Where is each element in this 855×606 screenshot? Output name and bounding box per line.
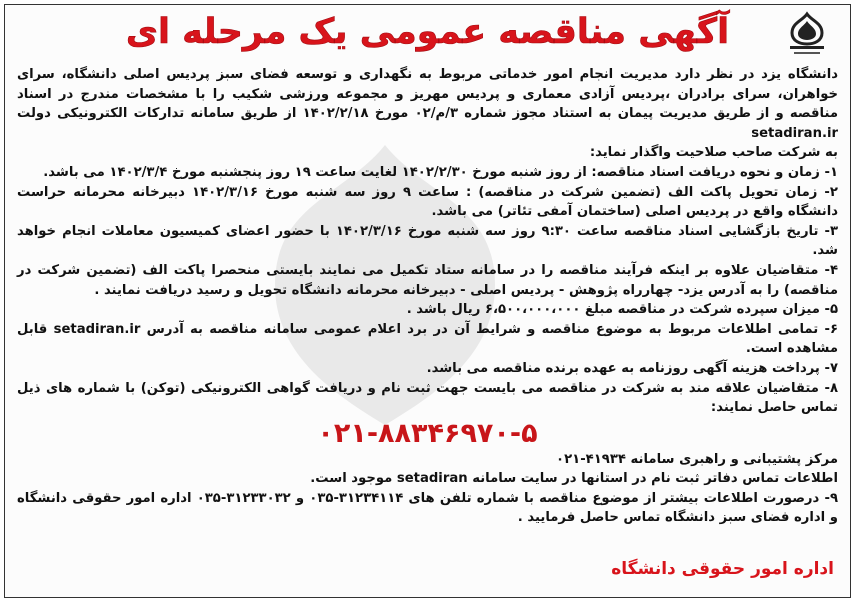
item-3: ۳- تاریخ بازگشایی اسناد مناقصه ساعت ۹:۳۰ روز سه شنبه مورخ ۱۴۰۲/۳/۱۶ با حضور اعضای کمیسیون معاملات انجام خواهد شد.	[17, 223, 838, 259]
tender-notice	[4, 4, 851, 598]
university-logo	[778, 11, 836, 63]
offices-info	[17, 469, 838, 489]
support-center: مرکز پشتیبانی و راهبری سامانه ۴۱۹۳۴-۰۲۱	[556, 451, 838, 467]
notice-title: آگهی مناقصه عمومی یک مرحله ای	[125, 12, 730, 52]
item-5: ۵- میزان سپرده شرکت در مناقصه مبلغ ۶،۵۰۰،۰۰۰،۰۰۰ ریال باشد .	[406, 302, 838, 318]
issuer-signature: اداره امور حقوقی دانشگاه	[611, 559, 834, 579]
item-2: ۲- زمان تحویل پاکت الف (تضمین شرکت در مناقصه) : ساعت ۹ روز سه شنبه مورخ ۱۴۰۲/۳/۱۶ دبیرخانه محرمانه حراست دانشگاه واقع در پردیس اصلی (ساختمان آمفی تئاتر) می باشد.	[17, 184, 838, 220]
item-6	[17, 320, 838, 359]
notice-body	[17, 65, 838, 528]
intro-text: دانشگاه یزد در نظر دارد مدیریت انجام امور خدماتی مربوط به نگهداری و توسعه فضای سبز پردیس اصلی دانشگاه، سرای خواهران، سرای برادران ،پردیس آزادی معماری و پردیس مهریز و مجموعه ورزشی شکیب را با مشخصات مندرج در اسناد مناقصه و از طریق مدیریت پیمان به استناد مجوز شماره ۳/م/۰۲ مورخ ۱۴۰۲/۲/۱۸ از طریق سامانه تدارکات الکترونیکی دولت	[17, 67, 839, 122]
item-8: ۸- متقاضیان علاقه مند به شرکت در مناقصه می بایست جهت ثبت نام و دریافت گواهی الکترونیکی (توکن) با شماره های ذیل تماس حاصل نمایند:	[17, 380, 838, 416]
offices-tail: موجود است.	[310, 471, 393, 487]
offices-site-link[interactable]: setadiran	[396, 471, 468, 487]
item-1: ۱- زمان و نحوه دریافت اسناد مناقصه: از روز شنبه مورخ ۱۴۰۲/۲/۳۰ لغایت ساعت ۱۹ روز پنجشنبه مورخ ۱۴۰۲/۳/۴ می باشد.	[43, 164, 838, 180]
item-7: ۷- پرداخت هزینه آگهی روزنامه به عهده برنده مناقصه می باشد.	[426, 360, 838, 376]
item-6-text: ۶- تمامی اطلاعات مربوط به موضوع مناقصه و شرایط آن در برد اعلام عمومی سامانه مناقصه به آدرس	[146, 321, 839, 337]
intro-tail: به شرکت صاحب صلاحیت واگذار نماید:	[589, 145, 838, 161]
item-6-site-link[interactable]: setadiran.ir	[53, 321, 141, 337]
phone-number: ۰۲۱-۸۸۳۴۶۹۷۰-۵	[317, 417, 538, 449]
item-4: ۴- متقاضیان علاوه بر اینکه فرآیند مناقصه را در سامانه ستاد تکمیل می نمایند بایستی منحصرا پاکت الف (تضمین شرکت در مناقصه) را به آدرس یزد- چهارراه پژوهش - پردیس اصلی - دبیرخانه محرمانه دانشگاه تحویل و رسید دریافت نمایند .	[17, 262, 838, 298]
offices-text: اطلاعات تماس دفاتر ثبت نام در استانها در سایت سامانه	[472, 471, 838, 487]
university-emblem-icon	[778, 11, 836, 63]
intro-paragraph	[17, 65, 838, 163]
item-9: ۹- درصورت اطلاعات بیشتر از موضوع مناقصه با شماره تلفن های ۳۱۲۳۴۱۱۴-۰۳۵ و ۳۱۲۳۳۰۳۲-۰۳۵ اداره امور حقوقی دانشگاه و اداره فضای سبز دانشگاه تماس حاصل فرمایید .	[17, 490, 838, 526]
item-6-tail: قابل مشاهده است.	[17, 321, 838, 357]
intro-site-link[interactable]: setadiran.ir	[751, 125, 838, 141]
